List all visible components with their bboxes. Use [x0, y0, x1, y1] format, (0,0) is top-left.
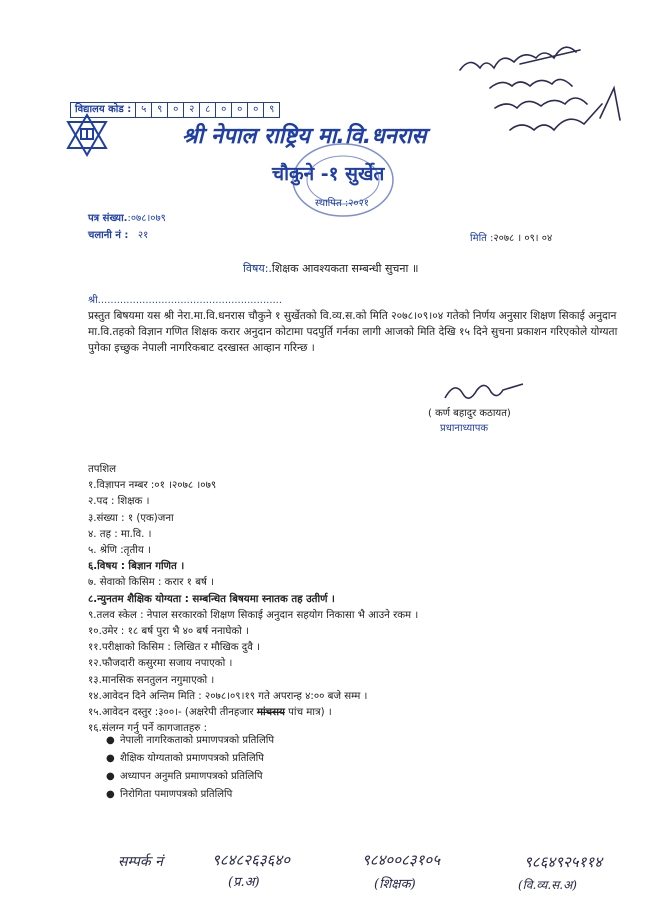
code-digit: ९ [269, 104, 275, 115]
list-item: ७. सेवाको किसिम : करार १ बर्ष । [88, 577, 215, 589]
handwritten-note [450, 18, 650, 158]
list-item: १४.आवेदन दिने अन्तिम मिति : २०७८।०९।१९ गते अपरान्ह ४:०० बजे सम्म । [88, 690, 368, 702]
chalani-label: चलानी नं : [88, 230, 129, 241]
notice-paragraph: प्रस्तुत बिषयमा यस श्री नेरा.मा.वि.धनरास चौकुने १ सुर्खेतको वि.व्य.स.को मिति २०७८।०९।०४ गतेको निर्णय अनुसार शिक्षण सिकाई अनुदान मा.वि.तहको विज्ञान गणित शिक्षक करार अनुदान कोटामा पदपुर्ति गर्नका लागी आजको मिति देखि १५ दिने सुचना प्रकाशन गरिएकोले योग्यता पुगेका इच्छुक नेपाली नागरिकबाट दरखास्त आव्हान गरिन्छ । [88, 310, 618, 354]
code-digit: ९ [152, 103, 168, 117]
attachment-text: शैक्षिक योग्यताको प्रमाणपत्रको प्रतिलिपि [120, 753, 264, 764]
chalani-value: २१ [137, 230, 149, 241]
list-item: १३.मानसिक सनतुलन नगुमाएको । [88, 674, 215, 686]
school-code-box [70, 102, 280, 118]
signatory-name: ( कर्ण बहादुर कठायत) [428, 408, 511, 419]
date-value: २०७८ । ०९। ०४ [493, 233, 553, 244]
bullet-icon: ● [106, 789, 115, 800]
list-item [106, 750, 274, 768]
contact-role: (शिक्षक) [374, 877, 416, 892]
attachment-text: निरोगिता पमाणपत्रको प्रतिलिपि [120, 789, 233, 800]
established-year: स्थापित :२०२१ [315, 198, 369, 209]
code-digit: ० [232, 103, 248, 117]
list-item: ३.संख्या : १ (एक)जना [88, 512, 174, 524]
fee-suffix: पांच मात्र) । [284, 707, 332, 719]
list-item: १०.उमेर : १८ बर्ष पुरा भै ४० बर्ष ननाघेको । [88, 626, 249, 638]
school-emblem-icon [64, 112, 110, 158]
attachments-heading: १६.संलग्न गर्नु पर्ने कागजातहरु : [88, 723, 208, 735]
subject-line [243, 261, 418, 276]
code-digit: ० [248, 103, 264, 117]
issue-date [470, 230, 552, 244]
code-digit: ० [216, 103, 232, 117]
patra-label: पत्र संख्या. [88, 213, 128, 224]
contact-label: सम्पर्क नं [118, 854, 163, 870]
list-item: ४. तह : मा.वि. । [88, 528, 152, 540]
fee-prefix: १५.आवेदन दस्तुर :३००।- (अक्षरेपी तीनहजार [88, 707, 257, 719]
code-digit: ८ [200, 103, 216, 117]
school-code-label: विद्यालय कोड : [71, 103, 136, 117]
school-location: चौकुने -१ सुर्खेत [272, 163, 385, 185]
fee-struck-text: मांचसय [256, 707, 285, 719]
signatory-title: प्रधानाध्यापक [440, 423, 489, 434]
contact-role: (वि.व्य.स.अ) [518, 878, 577, 892]
list-item [106, 786, 274, 804]
list-item: ५. श्रेणि :तृतीय । [88, 545, 151, 557]
list-item: ८.न्युनतम शैक्षिक योग्यता : सम्बन्धित बिषयमा स्नातक तह उतीर्ण । [88, 593, 335, 605]
list-item: १२.फौजदारी कसुरमा सजाय नपाएको । [88, 658, 233, 670]
contact-role: (प्र.अ) [228, 875, 260, 890]
details-list [88, 462, 418, 737]
list-item [106, 768, 274, 786]
patra-value: :०७८।०७९ [127, 213, 166, 224]
subject-text: शिक्षक आवश्यकता सम्बन्धी सुचना ॥ [271, 262, 419, 275]
patra-sankhya [88, 210, 166, 224]
code-digit: ० [168, 103, 184, 117]
bullet-icon: ● [106, 735, 115, 746]
attachment-text: अध्यापन अनुमति प्रमाणपत्रको प्रतिलिपि [120, 771, 263, 782]
details-heading: तपशिल [88, 464, 117, 475]
subject-label: विषय:. [243, 262, 272, 275]
school-name: श्री नेपाल राष्ट्रिय मा.वि.धनरास [182, 124, 427, 149]
list-item: ६.विषय : बिज्ञान गणित । [88, 561, 185, 573]
contact-phone: ९८४००८३१०५ [362, 851, 441, 869]
contact-phone: ९८४८२६३६४० [212, 851, 291, 869]
date-label: मिति : [470, 233, 494, 244]
list-item: ९.तलव स्केल : नेपाल सरकारको शिक्षण सिकाई अनुदान सहयोग निकासा भै आउने रकम । [88, 609, 419, 621]
fee-item [88, 705, 418, 721]
addressee: श्री.......................................................... [88, 295, 283, 306]
signature-icon [440, 378, 530, 408]
list-item [106, 732, 274, 750]
chalani-number [88, 227, 148, 241]
bullet-icon: ● [106, 753, 115, 764]
code-digit: २ [184, 103, 200, 117]
bullet-icon: ● [106, 771, 115, 782]
code-digit: ५ [136, 103, 152, 117]
attachments-list [106, 732, 274, 804]
list-item: १.विज्ञापन नम्बर :०१ ।२०७८ ।०७९ [88, 480, 217, 492]
contact-phone: ९८६४९२५११४ [524, 853, 603, 871]
list-item: २.पद : शिक्षक । [88, 496, 150, 508]
list-item: ११.परीक्षाको किसिम : लिखित र मौखिक दुवै । [88, 642, 260, 654]
attachment-text: नेपाली नागरिकताको प्रमाणपत्रको प्रतिलिपि [120, 735, 274, 746]
